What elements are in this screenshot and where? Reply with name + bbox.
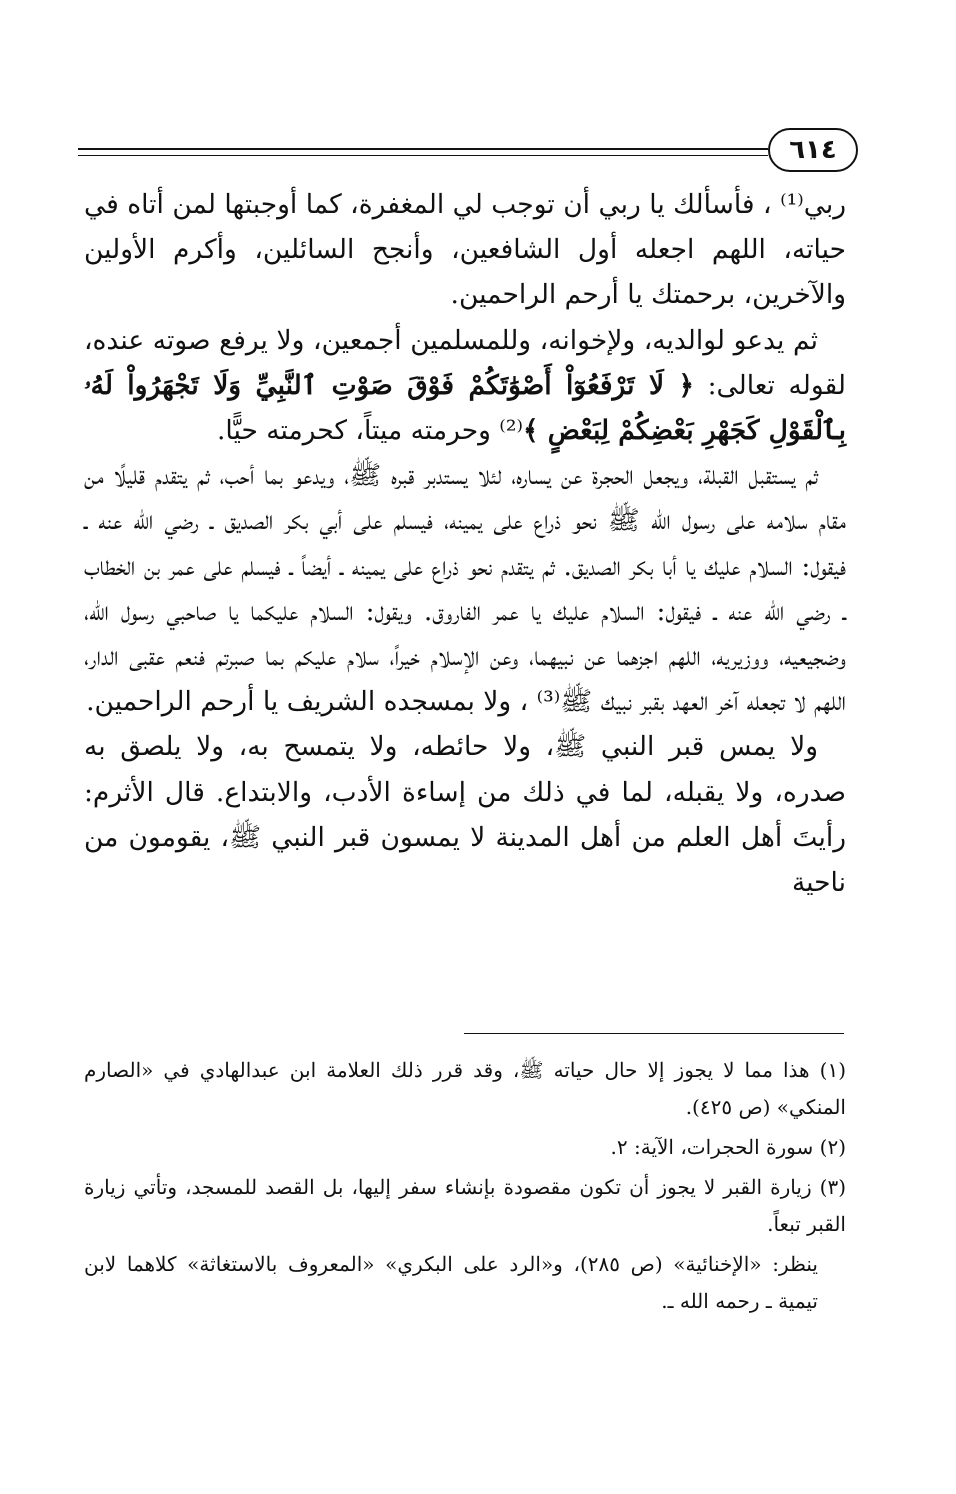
paragraph: ربي⁽¹⁾ ، فأسألك يا ربي أن توجب لي المغفرة، كما أوجبتها لمن أتاه في حياته، اللهم اجعله أول الشافعين، وأنجح السائلين، وأكرم الأولين والآخرين، برحمتك يا أرحم الراحمين. (84, 189, 846, 311)
paragraph-text: ثم يدعو لوالديه، ولإخوانه، وللمسلمين أجمعين، ولا يرفع صوته عنده، لقوله تعالى: (84, 324, 846, 401)
page-header (78, 128, 858, 174)
page-number: ٦١٤ (768, 128, 858, 172)
main-text (84, 182, 846, 905)
quran-verse: ﴿ لَا تَرْفَعُوٓاْ أَصْوَٰتَكُمْ فَوْقَ صَوْتِ ٱلنَّبِيِّ وَلَا تَجْهَرُواْ لَهُۥ بِٱلْقَوْلِ كَجَهْرِ بَعْضِكُمْ لِبَعْضٍ ﴾ (84, 369, 846, 447)
header-rule-thin (78, 155, 768, 156)
footnote-continuation: ينظر: «الإخنائية» (ص ٢٨٥)، و«الرد على البكري» «المعروف بالاستغاثة» كلاهما لابن تيمية ـ رحمه الله ـ. (84, 1252, 818, 1313)
footnote: (٣) زيارة القبر لا يجوز أن تكون مقصودة بإنشاء سفر إليها، بل القصد للمسجد، وتأتي زيارة القبر تبعاً. (84, 1175, 846, 1236)
footnotes (84, 1052, 846, 1323)
footnote-divider (464, 1033, 844, 1034)
paragraph: ثم يستقبل القبلة، ويجعل الحجرة عن يساره، لئلا يستدبر قبره ﷺ، ويدعو بما أحب، ثم يتقدم قليلًا من مقام سلامه على رسول الله ﷺ نحو ذراع على يمينه، فيسلم على أبي بكر الصديق ـ رضي الله عنه ـ فيقول: السلام عليك يا أبا بكر الصديق. ثم يتقدم نحو ذراع على يمينه ـ أيضاً ـ فيسلم على عمر بن الخطاب ـ رضي الله عنه ـ فيقول: السلام عليك يا عمر الفاروق. ويقول: السلام عليكما يا صاحبي رسول الله، وضجيعيه، ووزيريه، اللهم اجزهما عن نبيهما، وعن الإسلام خيراً، سلام عليكم بما صبرتم فنعم عقبى الدار، اللهم لا تجعله آخر العهد بقبر نبيك ﷺ⁽³⁾ ، ولا بمسجده الشريف يا أرحم الراحمين. (84, 460, 846, 718)
header-rule (78, 148, 768, 150)
paragraph-text: ⁽²⁾ وحرمته ميتاً، كحرمته حيًّا. (216, 415, 523, 447)
paragraph: ولا يمس قبر النبي ﷺ، ولا حائطه، ولا يتمسح به، ولا يلصق به صدره، ولا يقبله، لما في ذلك من إساءة الأدب، والابتداع. قال الأثرم: رأيتَ أهل العلم من أهل المدينة لا يمسون قبر النبي ﷺ، يقومون من ناحية (84, 731, 846, 899)
footnote: (١) هذا مما لا يجوز إلا حال حياته ﷺ، وقد قرر ذلك العلامة ابن عبدالهادي في «الصارم المنكي» (ص ٤٢٥). (84, 1058, 846, 1119)
footnote: (٢) سورة الحجرات، الآية: ٢. (610, 1135, 846, 1159)
paragraph (84, 318, 846, 454)
